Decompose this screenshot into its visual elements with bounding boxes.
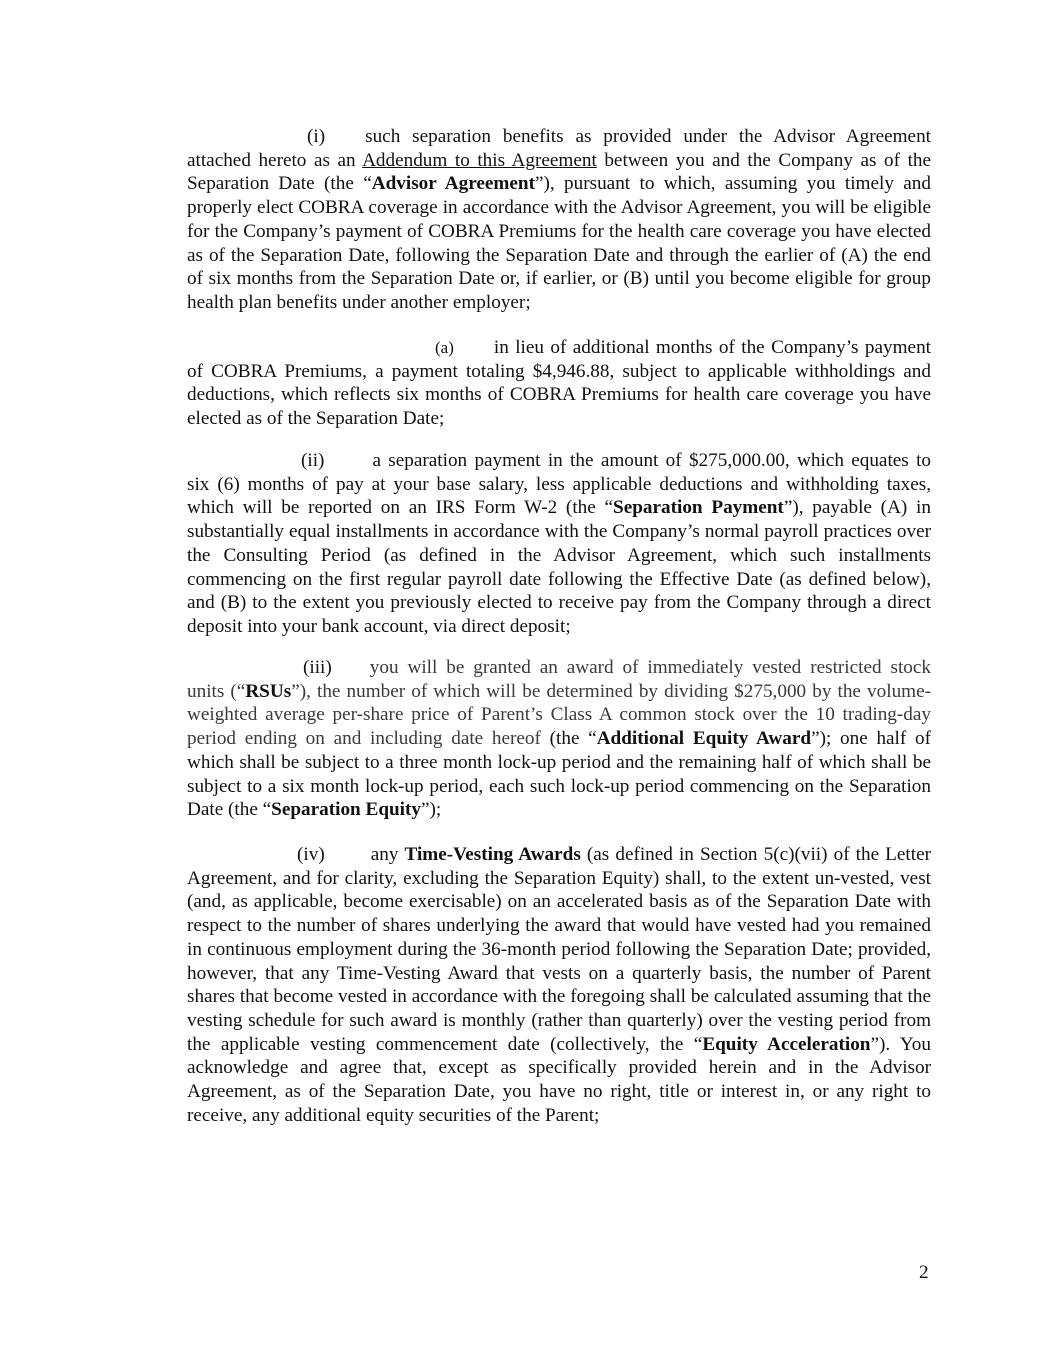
paragraph-a: [187, 336, 931, 431]
paragraph-iii-text-3: (the “: [540, 728, 597, 750]
paragraph-iv-text-2: ”). You acknowledge and agree that, except as specifically provided herein and in the Advisor Agreement, as of the Separation Date, you have no right, title or interest in, or any right to receive, any additional equity securities of the Parent;: [187, 1033, 931, 1126]
rsus-term: RSUs: [245, 680, 292, 702]
paragraph-iv-marker: (iv): [297, 844, 325, 865]
paragraph-iv-text-0: any: [370, 844, 405, 865]
paragraph-iii-text-2: ”), the number of which will be determined by dividing $275,000 by the volume-weighted average per-share price of Parent’s Class A common stock over the 10 trading-day period ending on and including date hereof: [187, 680, 931, 750]
paragraph-iii-text-5: ”);: [420, 799, 442, 821]
paragraph-iii-text-1: you will be granted an award of immediately vested restricted stock units (“: [187, 657, 931, 702]
paragraph-iii-text-4: ”); one half of which shall be subject to a three month lock-up period and the remaining half of which shall be subject to a six month lock-up period, each such lock-up period commencing on the Separation Date (the “: [187, 728, 931, 821]
paragraph-ii-text-2: ”), payable (A) in substantially equal installments in accordance with the Company’s normal payroll practices over the Consulting Period (as defined in the Advisor Agreement, which such installments commencing on the first regular payroll date following the Effective Date (as defined below), and (B) to the extent you previously elected to receive pay from the Company through a direct deposit into your bank account, via direct deposit;: [187, 497, 931, 637]
advisor-agreement-term: Advisor Agreement: [371, 173, 535, 195]
additional-equity-award-term: Additional Equity Award: [596, 728, 812, 750]
paragraph-ii: [187, 449, 931, 639]
paragraph-i-marker: (i): [307, 126, 326, 147]
separation-payment-term: Separation Payment: [613, 497, 784, 519]
time-vesting-awards-term: Time-Vesting Awards: [404, 844, 581, 865]
paragraph-iii-marker: (iii): [303, 657, 332, 678]
paragraph-iv-text-1: (as defined in Section 5(c)(vii) of the Letter Agreement, and for clarity, excluding the Separation Equity) shall, to the extent un-vested, vest (and, as applicable, become exercisable) on an accelerated basis as of the Separation Date with respect to the number of shares underlying the award that would have vested had you remained in continuous employment during the 36-month period following the Separation Date; provided, however, that any Time-Vesting Award that vests on a quarterly basis, the number of Parent shares that become vested in accordance with the foregoing shall be calculated assuming that the vesting schedule for such award is monthly (rather than quarterly) over the vesting period from the applicable vesting commencement date (collectively, the “: [187, 844, 931, 1055]
paragraph-i-text-1: such separation benefits as provided under the Advisor Agreement attached hereto as an: [187, 126, 931, 171]
paragraph-a-text: in lieu of additional months of the Company’s payment of COBRA Premiums, a payment totaling $4,946.88, subject to applicable withholdings and deductions, which reflects six months of COBRA Premiums for health care coverage you have elected as of the Separation Date;: [187, 337, 931, 430]
addendum-link: Addendum to this Agreement: [362, 149, 597, 171]
paragraph-ii-text-1: a separation payment in the amount of $275,000.00, which equates to six (6) months of pay at your base salary, less applicable deductions and withholding taxes, which will be reported on an IRS Form W-2 (the “: [187, 450, 931, 519]
paragraph-iv: [187, 843, 931, 1127]
paragraph-ii-marker: (ii): [301, 450, 325, 471]
equity-acceleration-term: Equity Acceleration: [702, 1033, 871, 1055]
paragraph-iii: [187, 656, 931, 822]
paragraph-i-text-3: ”), pursuant to which, assuming you timely and properly elect COBRA coverage in accordance with the Advisor Agreement, you will be eligible for the Company’s payment of COBRA Premiums for the health care coverage you have elected as of the Separation Date, following the Separation Date and through the earlier of (A) the end of six months from the Separation Date or, if earlier, or (B) until you become eligible for group health plan benefits under another employer;: [187, 173, 931, 313]
paragraph-i: [187, 125, 931, 315]
paragraph-i-text-2: between you and the Company as of the Separation Date (the “: [187, 149, 932, 195]
page-number: 2: [919, 1262, 929, 1283]
separation-equity-term: Separation Equity: [271, 799, 421, 821]
paragraph-a-marker: (a): [435, 338, 454, 357]
